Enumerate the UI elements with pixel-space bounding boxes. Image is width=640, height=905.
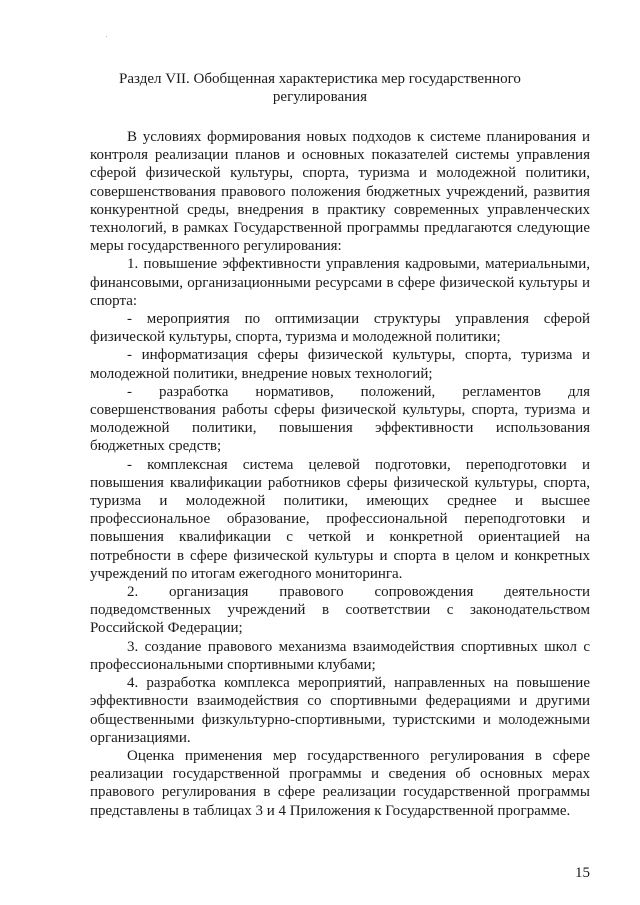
section-title-line-2: регулирования xyxy=(272,89,368,105)
measure-1-item-training: - комплексная система целевой подготовки, переподготовки и повышения квалификации работников сферы физической культуры, спорта, туризма и молодежной политики, имеющих среднее и высшее профессиональное образование, профессиональной переподготовки и повышения квалификации с четкой и конкретной ориентацией на потребности в сфере физической культуры и спорта в целом и конкретных учреждений по итогам ежегодного мониторинга. xyxy=(90,456,590,582)
measure-1-item-structure: - мероприятия по оптимизации структуры управления сферой физической культуры, спорта, туризма и молодежной политики; xyxy=(90,311,590,346)
section-title xyxy=(70,70,570,106)
conclusion-paragraph: Оценка применения мер государственного регулирования в сфере реализации государственной программы и сведения об основных мерах правового регулирования в сфере реализации государственной программы представлены в таблицах 3 и 4 Приложения к Государственной программе. xyxy=(90,747,590,819)
measure-2-paragraph: 2. организация правового сопровождения деятельности подведомственных учреждений в соответствии с законодательством Российской Федерации; xyxy=(90,584,590,637)
measure-1-paragraph: 1. повышение эффективности управления кадровыми, материальными, финансовыми, организационными ресурсами в сфере физической культуры и спорта: xyxy=(90,256,590,309)
page-number: 15 xyxy=(575,865,590,881)
intro-paragraph: В условиях формирования новых подходов к системе планирования и контроля реализации планов и основных показателей системы управления сферой физической культуры, спорта, туризма и молодежной политики, совершенствования правового положения бюджетных учреждений, развития конкурентной среды, внедрения в практику современных управленческих технологий, в рамках Государственной программы предлагаются следующие меры государственного регулирования: xyxy=(90,129,590,255)
scan-speck xyxy=(106,36,107,37)
measure-1-item-regulations: - разработка нормативов, положений, регламентов для совершенствования работы сферы физической культуры, спорта, туризма и молодежной политики, повышения эффективности использования бюджетных средств; xyxy=(90,383,590,455)
section-title-line-1: Раздел VII. Обобщенная характеристика мер государственного xyxy=(119,71,521,87)
measure-4-paragraph: 4. разработка комплекса мероприятий, направленных на повышение эффективности взаимодействия со спортивными федерациями и другими общественными физкультурно-спортивными, туристскими и молодежными организациями. xyxy=(90,675,590,746)
measure-1-item-informatization: - информатизация сферы физической культуры, спорта, туризма и молодежной политики, внедрение новых технологий; xyxy=(90,347,590,382)
measure-3-paragraph: 3. создание правового механизма взаимодействия спортивных школ с профессиональными спортивными клубами; xyxy=(90,638,590,673)
document-body xyxy=(90,128,590,820)
